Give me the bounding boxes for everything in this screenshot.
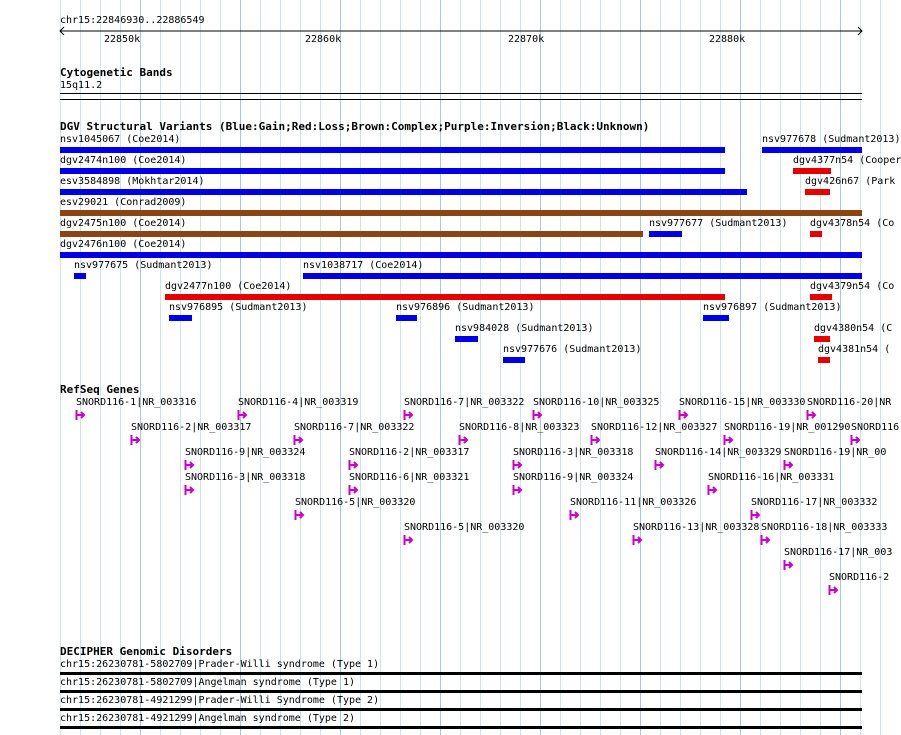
dgv-variant-bar-gain[interactable] [74, 273, 86, 279]
dgv-variant-bar-loss[interactable] [793, 168, 831, 174]
gene-strand-arrow-icon[interactable] [533, 410, 542, 420]
gene-strand-arrow-icon[interactable] [724, 435, 733, 445]
refseq-gene-label[interactable]: SNORD116-1|NR_003316 [76, 397, 197, 408]
dgv-variant-label: dgv2474n100 (Coe2014) [60, 155, 187, 166]
dgv-variant-label: nsv1038717 (Coe2014) [303, 260, 424, 271]
ruler-tick-label: 22850k [104, 34, 141, 45]
refseq-gene-label[interactable]: SNORD116-7|NR_003322 [404, 397, 525, 408]
gene-strand-arrow-icon[interactable] [784, 460, 793, 470]
refseq-gene-label[interactable]: SNORD116-19|NR_00 [784, 447, 887, 458]
dgv-variant-label: nsv976895 (Sudmant2013) [169, 302, 308, 313]
dgv-variant-label: dgv4378n54 (Co [810, 218, 895, 229]
gene-strand-arrow-icon[interactable] [404, 410, 413, 420]
decipher-feature[interactable] [60, 672, 862, 675]
refseq-gene-label[interactable]: SNORD116-7|NR_003322 [294, 422, 415, 433]
gene-strand-arrow-icon[interactable] [679, 410, 688, 420]
refseq-gene-label[interactable]: SNORD116-18|NR_003333 [761, 522, 888, 533]
refseq-gene-label[interactable]: SNORD116-20|NR [807, 397, 892, 408]
dgv-variant-label: nsv977677 (Sudmant2013) [649, 218, 788, 229]
dgv-variant-bar-gain[interactable] [60, 147, 725, 153]
gene-strand-arrow-icon[interactable] [655, 460, 664, 470]
decipher-feature[interactable] [60, 690, 862, 693]
gene-strand-arrow-icon[interactable] [708, 485, 717, 495]
gene-strand-arrow-icon[interactable] [570, 510, 579, 520]
gene-strand-arrow-icon[interactable] [751, 510, 760, 520]
refseq-gene-label[interactable]: SNORD116-5|NR_003320 [295, 497, 416, 508]
dgv-variant-label: dgv4380n54 (C [814, 323, 893, 334]
refseq-gene-label[interactable]: SNORD116-17|NR_003332 [751, 497, 878, 508]
dgv-variant-bar-gain[interactable] [503, 357, 525, 363]
dgv-variant-bar-loss[interactable] [165, 294, 725, 300]
dgv-variant-label: esv3584898 (Mokhtar2014) [60, 176, 205, 187]
refseq-gene-label[interactable]: SNORD116-13|NR_003328 [633, 522, 760, 533]
dgv-variant-label: esv29021 (Conrad2009) [60, 197, 187, 208]
refseq-gene-label[interactable]: SNORD116-10|NR_003325 [533, 397, 660, 408]
gene-strand-arrow-icon[interactable] [807, 410, 816, 420]
refseq-gene-label[interactable]: SNORD116-12|NR_003327 [591, 422, 718, 433]
dgv-variant-label: dgv2477n100 (Coe2014) [165, 281, 292, 292]
decipher-item-label: chr15:26230781-5802709|Prader-Willi syndrome (Type 1) [60, 659, 380, 670]
refseq-gene-label[interactable]: SNORD116 [851, 422, 900, 433]
decipher-item-label: chr15:26230781-4921299|Angelman syndrome (Type 2) [60, 713, 356, 724]
dgv-variant-bar-loss[interactable] [810, 294, 832, 300]
refseq-gene-label[interactable]: SNORD116-4|NR_003319 [238, 397, 359, 408]
gene-strand-arrow-icon[interactable] [294, 435, 303, 445]
dgv-variant-bar-gain[interactable] [60, 189, 747, 195]
refseq-gene-label[interactable]: SNORD116-3|NR_003318 [185, 472, 306, 483]
dgv-variant-bar-gain[interactable] [762, 147, 862, 153]
dgv-variant-label: nsv976897 (Sudmant2013) [703, 302, 842, 313]
dgv-variant-label: dgv4377n54 (Cooper [793, 155, 901, 166]
gene-strand-arrow-icon[interactable] [851, 435, 860, 445]
decipher-feature[interactable] [60, 726, 862, 729]
region-label: chr15:22846930..22886549 [60, 15, 205, 26]
dgv-variant-bar-gain[interactable] [649, 231, 682, 237]
gene-strand-arrow-icon[interactable] [829, 585, 838, 595]
dgv-variant-bar-gain[interactable] [169, 315, 192, 321]
gene-strand-arrow-icon[interactable] [185, 460, 194, 470]
dgv-variant-bar-gain[interactable] [396, 315, 417, 321]
gene-strand-arrow-icon[interactable] [761, 535, 770, 545]
refseq-gene-label[interactable]: SNORD116-3|NR_003318 [513, 447, 634, 458]
refseq-gene-label[interactable]: SNORD116-9|NR_003324 [513, 472, 634, 483]
gene-strand-arrow-icon[interactable] [185, 485, 194, 495]
dgv-variant-label: nsv984028 (Sudmant2013) [455, 323, 594, 334]
refseq-gene-label[interactable]: SNORD116-2|NR_003317 [131, 422, 252, 433]
dgv-variant-label: dgv4381n54 ( [818, 344, 891, 355]
refseq-gene-label[interactable]: SNORD116-19|NR_001290 [724, 422, 851, 433]
gene-strand-arrow-icon[interactable] [513, 460, 522, 470]
cytoband-border [60, 93, 862, 94]
refseq-gene-label[interactable]: SNORD116-14|NR_003329 [655, 447, 782, 458]
track-title-dgv[interactable]: DGV Structural Variants (Blue:Gain;Red:Loss;Brown:Complex;Purple:Inversion;Black:Unknown) [60, 120, 650, 133]
dgv-variant-bar-gain[interactable] [60, 168, 725, 174]
gene-strand-arrow-icon[interactable] [513, 485, 522, 495]
dgv-variant-bar-complex[interactable] [60, 210, 862, 216]
dgv-variant-label: nsv977676 (Sudmant2013) [503, 344, 642, 355]
dgv-variant-label: nsv977678 (Sudmant2013) [762, 134, 901, 145]
gene-strand-arrow-icon[interactable] [591, 435, 600, 445]
dgv-variant-bar-loss[interactable] [818, 357, 830, 363]
decipher-item-label: chr15:26230781-5802709|Angelman syndrome (Type 1) [60, 677, 356, 688]
dgv-variant-bar-gain[interactable] [60, 252, 862, 258]
dgv-variant-label: nsv977675 (Sudmant2013) [74, 260, 213, 271]
decipher-item-label: chr15:26230781-4921299|Prader-Willi Syndrome (Type 2) [60, 695, 380, 706]
gene-strand-arrow-icon[interactable] [238, 410, 247, 420]
refseq-gene-label[interactable]: SNORD116-6|NR_003321 [349, 472, 470, 483]
gene-strand-arrow-icon[interactable] [131, 435, 140, 445]
track-title-decipher[interactable]: DECIPHER Genomic Disorders [60, 645, 233, 658]
cytoband-label: 15q11.2 [60, 80, 103, 91]
dgv-variant-bar-gain[interactable] [703, 315, 729, 321]
refseq-gene-label[interactable]: SNORD116-11|NR_003326 [570, 497, 697, 508]
gene-strand-arrow-icon[interactable] [295, 510, 304, 520]
gene-strand-arrow-icon[interactable] [349, 460, 358, 470]
refseq-gene-label[interactable]: SNORD116-2|NR_003317 [349, 447, 470, 458]
refseq-gene-label[interactable]: SNORD116-17|NR_003 [784, 547, 893, 558]
track-title-cytoband[interactable]: Cytogenetic Bands [60, 66, 173, 79]
refseq-gene-label[interactable]: SNORD116-8|NR_003323 [459, 422, 580, 433]
ruler-tick-label: 22880k [709, 34, 746, 45]
dgv-variant-label: dgv426n67 (Park [805, 176, 896, 187]
dgv-variant-bar-gain[interactable] [303, 273, 862, 279]
dgv-variant-bar-gain[interactable] [455, 336, 478, 342]
ruler-tick-label: 22870k [508, 34, 545, 45]
dgv-variant-label: dgv4379n54 (Co [810, 281, 895, 292]
refseq-gene-label[interactable]: SNORD116-16|NR_003331 [708, 472, 835, 483]
dgv-variant-bar-loss[interactable] [814, 336, 830, 342]
gene-strand-arrow-icon[interactable] [76, 410, 85, 420]
refseq-gene-label[interactable]: SNORD116-15|NR_003330 [679, 397, 806, 408]
dgv-variant-label: dgv2475n100 (Coe2014) [60, 218, 187, 229]
decipher-feature[interactable] [60, 708, 862, 711]
gene-strand-arrow-icon[interactable] [784, 560, 793, 570]
gene-strand-arrow-icon[interactable] [404, 535, 413, 545]
gene-strand-arrow-icon[interactable] [349, 485, 358, 495]
cytoband-border [60, 99, 862, 100]
gene-strand-arrow-icon[interactable] [633, 535, 642, 545]
ruler-tick-label: 22860k [305, 34, 342, 45]
refseq-gene-label[interactable]: SNORD116-9|NR_003324 [185, 447, 306, 458]
track-title-refseq[interactable]: RefSeq Genes [60, 383, 140, 396]
dgv-variant-bar-loss[interactable] [810, 231, 822, 237]
dgv-variant-bar-loss[interactable] [805, 189, 830, 195]
dgv-variant-label: dgv2476n100 (Coe2014) [60, 239, 187, 250]
dgv-variant-label: nsv1045067 (Coe2014) [60, 134, 181, 145]
refseq-gene-label[interactable]: SNORD116-2 [829, 572, 890, 583]
refseq-gene-label[interactable]: SNORD116-5|NR_003320 [404, 522, 525, 533]
dgv-variant-bar-complex[interactable] [60, 231, 643, 237]
gene-strand-arrow-icon[interactable] [459, 435, 468, 445]
dgv-variant-label: nsv976896 (Sudmant2013) [396, 302, 535, 313]
